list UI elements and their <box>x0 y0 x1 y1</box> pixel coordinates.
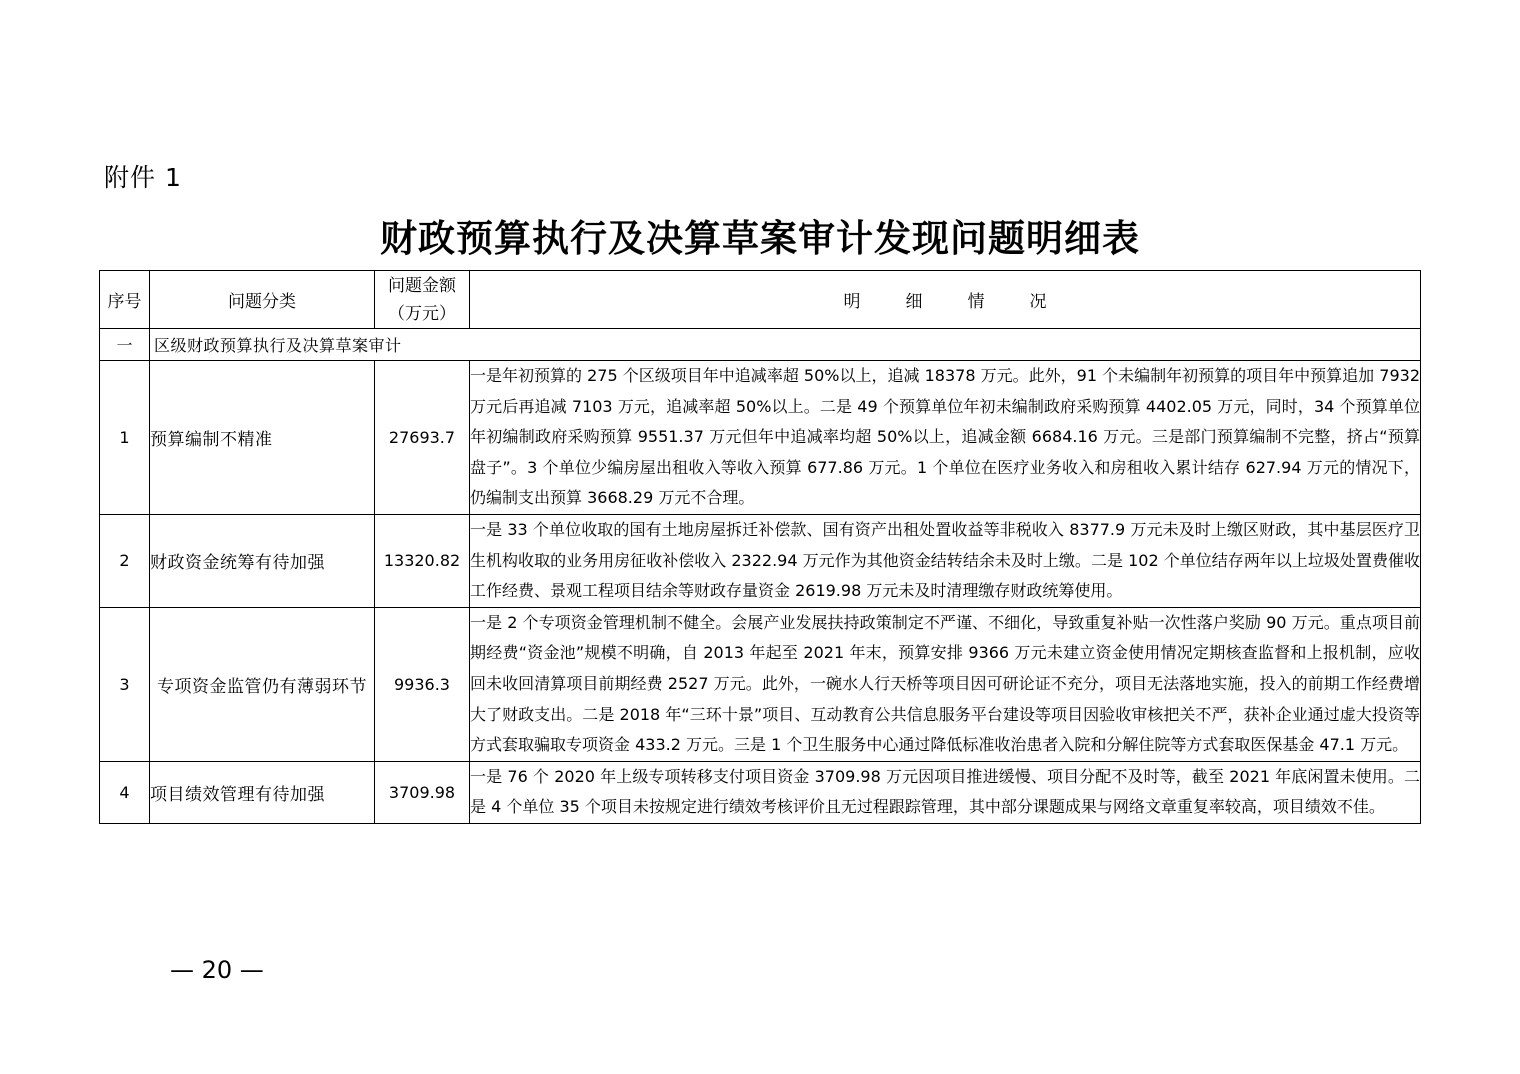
header-detail-char: 情 <box>967 292 985 312</box>
table-row <box>100 761 1421 823</box>
row-category: 预算编制不精准 <box>150 361 375 515</box>
row-detail: 一是年初预算的 275 个区级项目年中追减率超 50%以上，追减 18378 万元。此外，91 个未编制年初预算的项目年中预算追加 7932 万元后再追减 7103 万元，追减率超 50%以上。二是 49 个预算单位年初未编制政府采购预算 4402.05 万元，同时，34 个预算单位年初编制政府采购预算 9551.37 万元但年中追减率均超 50%以上，追减金额 6684.16 万元。三是部门预算编制不完整，挤占“预算盘子”。3 个单位少编房屋出租收入等收入预算 677.86 万元。1 个单位在医疗业务收入和房租收入累计结存 627.94 万元的情况下，仍编制支出预算 3668.29 万元不合理。 <box>470 361 1421 515</box>
table-header-row <box>100 271 1421 329</box>
row-seq: 1 <box>100 361 150 515</box>
row-seq: 3 <box>100 607 150 761</box>
row-seq: 4 <box>100 761 150 823</box>
table-row <box>100 514 1421 607</box>
document-title: 财政预算执行及决算草案审计发现问题明细表 <box>380 216 1140 260</box>
row-detail: 一是 76 个 2020 年上级专项转移支付项目资金 3709.98 万元因项目推进缓慢、项目分配不及时等，截至 2021 年底闲置未使用。二是 4 个单位 35 个项目未按规定进行绩效考核评价且无过程跟踪管理，其中部分课题成果与网络文章重复率较高，项目绩效不佳。 <box>470 761 1421 823</box>
row-amount: 3709.98 <box>375 761 470 823</box>
header-amount <box>375 271 470 329</box>
row-category: 项目绩效管理有待加强 <box>150 761 375 823</box>
header-seq: 序号 <box>100 271 150 329</box>
header-detail-char: 细 <box>905 292 923 312</box>
row-category: 专项资金监管仍有薄弱环节 <box>150 607 375 761</box>
header-category: 问题分类 <box>150 271 375 329</box>
header-detail <box>470 271 1421 329</box>
section-row <box>100 329 1421 361</box>
section-seq: 一 <box>100 329 150 361</box>
section-title: 区级财政预算执行及决算草案审计 <box>150 329 1421 361</box>
row-detail: 一是 2 个专项资金管理机制不健全。会展产业发展扶持政策制定不严谨、不细化，导致重复补贴一次性落户奖励 90 万元。重点项目前期经费“资金池”规模不明确，自 2013 年起至 2021 年末，预算安排 9366 万元未建立资金使用情况定期核查监督和上报机制，应收回未收回清算项目前期经费 2527 万元。此外，一碗水人行天桥等项目因可研论证不充分，项目无法落地实施，投入的前期工作经费增大了财政支出。二是 2018 年“三环十景”项目、互动教育公共信息服务平台建设等项目因验收审核把关不严，获补企业通过虚大投资等方式套取骗取专项资金 433.2 万元。三是 1 个卫生服务中心通过降低标准收治患者入院和分解住院等方式套取医保基金 47.1 万元。 <box>470 607 1421 761</box>
row-amount: 9936.3 <box>375 607 470 761</box>
header-amount-line1: 问题金额 <box>388 275 456 296</box>
page-number: — 20 — <box>170 956 264 984</box>
row-category: 财政资金统筹有待加强 <box>150 514 375 607</box>
table-row <box>100 607 1421 761</box>
row-seq: 2 <box>100 514 150 607</box>
header-amount-line2: （万元） <box>388 303 456 324</box>
issues-table <box>99 270 1421 824</box>
table-row <box>100 361 1421 515</box>
attachment-label: 附件 1 <box>104 163 182 192</box>
row-detail: 一是 33 个单位收取的国有土地房屋拆迁补偿款、国有资产出租处置收益等非税收入 8377.9 万元未及时上缴区财政，其中基层医疗卫生机构收取的业务用房征收补偿收入 2322.94 万元作为其他资金结转结余未及时上缴。二是 102 个单位结存两年以上垃圾处置费催收工作经费、景观工程项目结余等财政存量资金 2619.98 万元未及时清理缴存财政统筹使用。 <box>470 514 1421 607</box>
row-amount: 13320.82 <box>375 514 470 607</box>
row-amount: 27693.7 <box>375 361 470 515</box>
header-detail-char: 况 <box>1029 292 1047 312</box>
header-detail-char: 明 <box>843 292 861 312</box>
